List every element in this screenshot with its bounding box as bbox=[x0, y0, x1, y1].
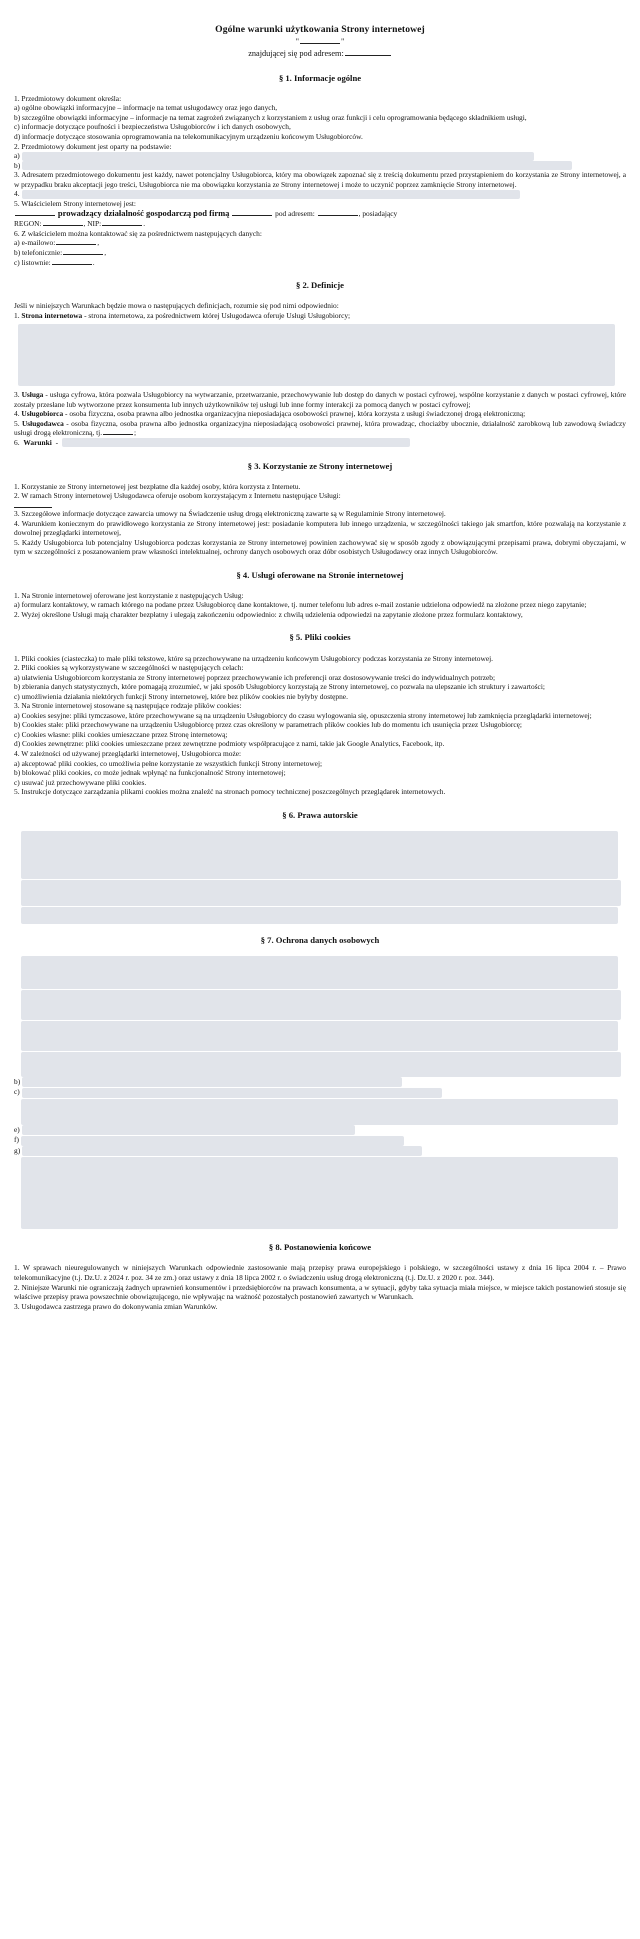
redacted-block-s2-def-6 bbox=[62, 438, 410, 447]
s4-p1: 1. Na Stronie internetowej oferowane jest korzystanie z następujących Usług: bbox=[14, 590, 244, 600]
s2-def-6-dash: - bbox=[55, 437, 59, 447]
owner-name-blank[interactable] bbox=[15, 210, 55, 216]
s2-def-4-num: 4. bbox=[14, 409, 20, 419]
section-6-body bbox=[14, 831, 626, 924]
s7-item-f-row bbox=[14, 1135, 626, 1146]
owner-bold-phrase: prowadzący działalność gospodarczą pod firmą bbox=[57, 208, 230, 219]
section-5-body bbox=[14, 654, 626, 797]
s1-p5-owner bbox=[14, 208, 626, 219]
s1-p4-row bbox=[14, 189, 626, 199]
s1-p1a: a) ogólne obowiązki informacyjne – informacje na temat usługodawcy oraz jego danych, bbox=[14, 103, 278, 113]
redacted-block-s7-d bbox=[21, 1099, 618, 1125]
s7-item-f-label: f) bbox=[14, 1135, 19, 1145]
s7-item-c-label: c) bbox=[14, 1087, 20, 1097]
s2-def-1-text: - strona internetowa, za pośrednictwem której Usługodawca oferuje Usługi Usługobiorcy; bbox=[84, 310, 351, 320]
redacted-block-s7-tail bbox=[21, 1157, 618, 1229]
site-name-blank[interactable] bbox=[300, 37, 340, 44]
mail-label: c) listownie: bbox=[14, 257, 51, 267]
s1-p1d: d) informacje dotyczące stosowania oprogramowania na telekomunikacyjnym urządzeniu końcowym Usługobiorców. bbox=[14, 132, 363, 142]
s1-p3: 3. Adresatem przedmiotowego dokumentu jest każdy, nawet potencjalny Usługobiorca, który ma obowiązek zapoznać się z treścią dokumentu przed przystąpieniem do korzystania ze Strony internetowej, a w przypadku braku akceptacji jego treści, Usługobiorca nie ma obowiązku korzystania ze Strony internetowej i może to uczynić poprzez zamknięcie Strony internetowej. bbox=[14, 170, 626, 189]
s8-p2: 2. Niniejsze Warunki nie ograniczają żadnych uprawnień konsumentów i przedsiębiorców na prawach konsumenta, a w sytuacji, gdyby taka sytuacja miała miejsce, w miejsce takich postanowień stosuje się właściwe przepisy prawa powszechnie obowiązującego, nie wpływając na ważność pozostałych postanowień zawartych w Warunkach. bbox=[14, 1282, 626, 1302]
s5-p2b: b) zbierania danych statystycznych, które pomagają zrozumieć, w jaki sposób Usługobiorcy korzystają ze Strony internetowej, co pozwala na ulepszanie ich struktury i zawartości; bbox=[14, 682, 545, 692]
nip-label: , NIP: bbox=[83, 219, 102, 229]
s3-p5: 5. Każdy Usługobiorca lub potencjalny Usługobiorca podczas korzystania ze Strony internetowej powinien zachowywać się w sposób zgody z obowiązującymi przepisami prawa, dobrymi obyczajami, w tym w szczególności z poszanowaniem praw własności intelektualnej, ochrony danych osobowych oraz dóbr osobistych Usługodawcy oraz innych Usługobiorców. bbox=[14, 537, 626, 557]
s3-services-blank[interactable] bbox=[14, 502, 52, 508]
section-2-body bbox=[14, 301, 626, 447]
section-heading-2: § 2. Definicje bbox=[296, 280, 344, 291]
page-title: Ogólne warunki użytkowania Strony internetowej bbox=[215, 24, 425, 35]
ids-end: . bbox=[143, 219, 146, 229]
site-address-blank[interactable] bbox=[345, 49, 391, 56]
phone-end: , bbox=[104, 247, 107, 257]
s5-p4a: a) akceptować pliki cookies, co umożliwia pełne korzystanie ze wszystkich funkcji Strony internetowej; bbox=[14, 758, 323, 768]
s2-def-4-text: - osoba fizyczna, osoba prawna albo jednostka organizacyjna nieposiadająca osobowości prawnej, która korzysta z usługi świadczonej drogą elektroniczną; bbox=[65, 409, 526, 419]
s1-p6: 6. Z właścicielem można kontaktować się za pośrednictwem następujących danych: bbox=[14, 228, 262, 238]
s3-p2: 2. W ramach Strony internetowej Usługodawca oferuje osobom korzystającym z Internetu następujące Usługi: bbox=[14, 491, 341, 501]
s5-p3c: c) Cookies własne: pliki cookies umieszczane przez Stronę internetową; bbox=[14, 729, 228, 739]
email-label: a) e-mailowo: bbox=[14, 238, 56, 248]
s1-p5-ids bbox=[14, 219, 626, 229]
redacted-block-s2-def-2 bbox=[18, 324, 615, 386]
s1-p6b bbox=[14, 248, 626, 258]
email-blank[interactable] bbox=[56, 239, 96, 245]
owner-address-label: pod adresem: bbox=[275, 209, 315, 219]
s8-p3: 3. Usługodawca zastrzega prawo do dokonywania zmian Warunków. bbox=[14, 1301, 218, 1311]
section-heading-6: § 6. Prawa autorskie bbox=[282, 809, 358, 820]
s7-item-e-label: e) bbox=[14, 1124, 20, 1134]
s2-def-5-num: 5. bbox=[14, 418, 20, 428]
s2-def-3-term: Usługa bbox=[21, 390, 44, 400]
s2-def-6-term: Warunki bbox=[23, 437, 52, 447]
s1-p2a-label: a) bbox=[14, 151, 20, 161]
quote-close: " bbox=[341, 37, 345, 47]
s7-item-b-label: b) bbox=[14, 1076, 21, 1086]
redacted-block-s6-3 bbox=[21, 907, 618, 924]
redacted-block-s7-f bbox=[21, 1136, 404, 1146]
s1-p1: 1. Przedmiotowy dokument określa: bbox=[14, 93, 122, 103]
section-heading-5: § 5. Pliki cookies bbox=[289, 632, 351, 643]
s5-p4b: b) blokować pliki cookies, co może jednak wpłynąć na funkcjonalność Strony internetowej; bbox=[14, 768, 286, 778]
section-heading-8: § 8. Postanowienia końcowe bbox=[268, 1242, 372, 1253]
s1-p6a bbox=[14, 238, 626, 248]
regon-label: REGON: bbox=[14, 219, 42, 229]
redacted-block-s7-1 bbox=[21, 956, 618, 989]
redacted-block-s7-3 bbox=[21, 1021, 618, 1051]
s2-def-5 bbox=[14, 419, 626, 438]
s7-item-g-label: g) bbox=[14, 1145, 21, 1155]
section-3-body bbox=[14, 482, 626, 557]
s1-p1b: b) szczególne obowiązki informacyjne – informacje na temat zagrożeń związanych z korzystaniem z usług oraz funkcji i celu oprogramowania będącego składnikiem usługi, bbox=[14, 112, 527, 122]
s2-intro: Jeśli w niniejszych Warunkach będzie mowa o następujących definicjach, rozumie się pod nimi odpowiednio: bbox=[14, 301, 339, 311]
section-1-body bbox=[14, 94, 626, 267]
s2-def-4-term: Usługobiorca bbox=[21, 409, 64, 419]
mail-blank[interactable] bbox=[52, 258, 92, 264]
section-8-body bbox=[14, 1263, 626, 1311]
s8-p1: 1. W sprawach nieuregulowanych w niniejszych Warunkach odpowiednie zastosowanie mają przepisy prawa europejskiego i polskiego, w szczególności ustawy z dnia 16 lipca 2004 r. – Prawo telekomunikacyjne (t.j. Dz.U. z 2024 r. poz. 34 ze zm.) oraz ustawy z dnia 18 lipca 2002 r. o świadczeniu usług drogą elektroniczną (t.j. Dz.U. z 2020 r. poz. 344). bbox=[14, 1263, 626, 1283]
s2-def-5-text: - osoba fizyczna, osoba prawna albo jednostka organizacyjna nieposiadającą osobowości prawnej, która prowadząc, chociażby ubocznie, działalność zarobkową lub zawodową świadczy usługi drogą elektroniczną, tj. bbox=[14, 418, 626, 438]
s2-def-5-blank[interactable] bbox=[103, 429, 133, 435]
redacted-block-s7-g bbox=[22, 1146, 422, 1156]
section-heading-1: § 1. Informacje ogólne bbox=[278, 72, 362, 83]
s3-p3: 3. Szczegółowe informacje dotyczące zawarcia umowy na Świadczenie usług drogą elektroniczną zawarte są w Regulaminie Strony internetowej. bbox=[14, 509, 446, 519]
s5-p1: 1. Pliki cookies (ciasteczka) to małe pliki tekstowe, które są przechowywane na urządzeniu końcowym Usługobiorcy podczas korzystania ze Strony internetowej. bbox=[14, 653, 494, 663]
s1-p5: 5. Właścicielem Strony internetowej jest: bbox=[14, 198, 136, 208]
section-heading-7: § 7. Ochrona danych osobowych bbox=[260, 934, 380, 945]
redacted-block-s6-1 bbox=[21, 831, 618, 879]
owner-posiadajacy: , posiadający bbox=[358, 209, 398, 219]
s1-p2b-row bbox=[14, 161, 626, 171]
s1-p2a-row bbox=[14, 151, 626, 161]
s3-p4: 4. Warunkiem koniecznym do prawidłowego korzystania ze Strony internetowej jest: posiadanie komputera lub innego urządzenia, w szczególności takiego jak smartfon, które pozwalają na korzystanie z dowolnej przeglądarki internetowej, bbox=[14, 518, 626, 538]
s7-item-g-row bbox=[14, 1146, 626, 1157]
subtitle-label: znajdującej się pod adresem: bbox=[248, 49, 344, 59]
s5-p4c: c) usuwać już przechowywane pliki cookies. bbox=[14, 777, 147, 787]
s7-item-b-row bbox=[14, 1077, 626, 1088]
title-quoted-name-line bbox=[14, 37, 626, 48]
s2-def-6-num: 6. bbox=[14, 437, 20, 447]
regon-blank[interactable] bbox=[43, 220, 83, 226]
redacted-block-s7-c bbox=[22, 1088, 442, 1098]
s5-p2: 2. Pliki cookies są wykorzystywane w szczególności w następujących celach: bbox=[14, 663, 244, 673]
s7-item-e-row bbox=[14, 1125, 626, 1136]
s5-p4: 4. W zależności od używanej przeglądarki internetowej, Usługobiorca może: bbox=[14, 749, 242, 759]
s5-p2c: c) umożliwienia działania niektórych funkcji Strony internetowej, które bez plików cookies nie byłyby dostępne. bbox=[14, 691, 348, 701]
s2-def-3-num: 3. bbox=[14, 390, 20, 400]
s2-def-4 bbox=[14, 409, 626, 419]
owner-firm-blank[interactable] bbox=[232, 210, 272, 216]
redacted-block-s7-b bbox=[22, 1077, 402, 1087]
s4-p1a: a) formularz kontaktowy, w ramach którego na podane przez Usługobiorcę dane kontaktowe, tj. numer telefonu lub adres e-mail zostanie udzielona odpowiedź na złożone przez niego zapytanie; bbox=[14, 600, 587, 610]
document-header bbox=[14, 24, 626, 60]
s1-p4-label: 4. bbox=[14, 189, 20, 199]
nip-blank[interactable] bbox=[102, 220, 142, 226]
s2-def-1-num: 1. bbox=[14, 310, 20, 320]
s2-def-5-end: ; bbox=[134, 428, 137, 438]
s3-p1: 1. Korzystanie ze Strony internetowej jest bezpłatne dla każdej osoby, która korzysta z Internetu. bbox=[14, 481, 301, 491]
redacted-block-s1-4 bbox=[22, 190, 520, 199]
phone-blank[interactable] bbox=[63, 249, 103, 255]
s1-p2b-label: b) bbox=[14, 160, 21, 170]
s5-p5: 5. Instrukcje dotyczące zarządzania plikami cookies można znaleźć na stronach pomocy technicznej poszczególnych przeglądarek internetowych. bbox=[14, 787, 446, 797]
s2-def-5-term: Usługodawca bbox=[21, 418, 64, 428]
s2-def-3-text: - usługa cyfrowa, która pozwala Usługobiorcy na wytwarzanie, przetwarzanie, przechowywanie lub dostęp do danych w postaci cyfrowej, wspólne korzystanie z danych w postaci cyfrowej, które zostały przesłane lub wytworzone przez konsumenta lub innych użytkowników tej usługi lub inne formy interakcji za pomocą danych w postaci cyfrowej; bbox=[14, 390, 626, 409]
phone-label: b) telefonicznie: bbox=[14, 247, 63, 257]
s2-def-3 bbox=[14, 390, 626, 409]
s2-def-6-row bbox=[14, 438, 626, 448]
s7-item-c-row bbox=[14, 1087, 626, 1098]
quote-open: " bbox=[295, 37, 299, 47]
section-heading-4: § 4. Usługi oferowane na Stronie internetowej bbox=[236, 569, 404, 580]
email-end: , bbox=[97, 238, 100, 248]
s5-p2a: a) ułatwienia Usługobiorcom korzystania ze Strony internetowej poprzez przechowywanie ich preferencji oraz dostosowywanie treści do indywidualnych potrzeb; bbox=[14, 672, 496, 682]
s5-p3a: a) Cookies sesyjne: pliki tymczasowe, które przechowywane są na urządzeniu Usługobiorcy do czasu wylogowania się, opuszczenia strony internetowej lub zamknięcia przeglądarki internetowej; bbox=[14, 710, 592, 720]
redacted-block-s1-b bbox=[22, 161, 572, 170]
redacted-block-s1-a bbox=[22, 152, 534, 161]
s5-p3: 3. Na Stronie internetowej stosowane są następujące rodzaje plików cookies: bbox=[14, 701, 242, 711]
document-subtitle bbox=[14, 49, 626, 60]
s1-p1c: c) informacje dotyczące poufności i bezpieczeństwa Usługobiorców i ich danych osobowych, bbox=[14, 122, 291, 132]
redacted-block-s6-2 bbox=[21, 880, 621, 906]
s2-def-1 bbox=[14, 311, 626, 321]
section-7-body bbox=[14, 956, 626, 1230]
section-heading-3: § 3. Korzystanie ze Strony internetowej bbox=[247, 460, 393, 471]
s1-p6c bbox=[14, 258, 626, 268]
s4-p2: 2. Wyżej określone Usługi mają charakter bezpłatny i ulegają zakończeniu odpowiednio: z chwilą udzielenia odpowiedzi na zapytanie złożone przez formularz kontaktowy, bbox=[14, 609, 523, 619]
s2-def-1-term: Strona internetowa bbox=[21, 310, 83, 320]
s5-p3d: d) Cookies zewnętrzne: pliki cookies umieszczane przez zewnętrzne podmioty współpracujące z nami, takie jak Google Analytics, Facebook, itp. bbox=[14, 739, 445, 749]
s5-p3b: b) Cookies stałe: pliki przechowywane na urządzeniu Usługobiorcę przez czas określony w parametrach plików cookies lub do momentu ich usunięcia przez Usługobiorcę; bbox=[14, 720, 522, 730]
mail-end: . bbox=[92, 257, 95, 267]
section-4-body bbox=[14, 591, 626, 620]
redacted-block-s7-e bbox=[22, 1125, 355, 1135]
owner-address-blank[interactable] bbox=[318, 210, 358, 216]
redacted-block-s7-2 bbox=[21, 990, 621, 1020]
redacted-block-s7-4 bbox=[21, 1052, 621, 1077]
s1-p2: 2. Przedmiotowy dokument jest oparty na podstawie: bbox=[14, 141, 172, 151]
